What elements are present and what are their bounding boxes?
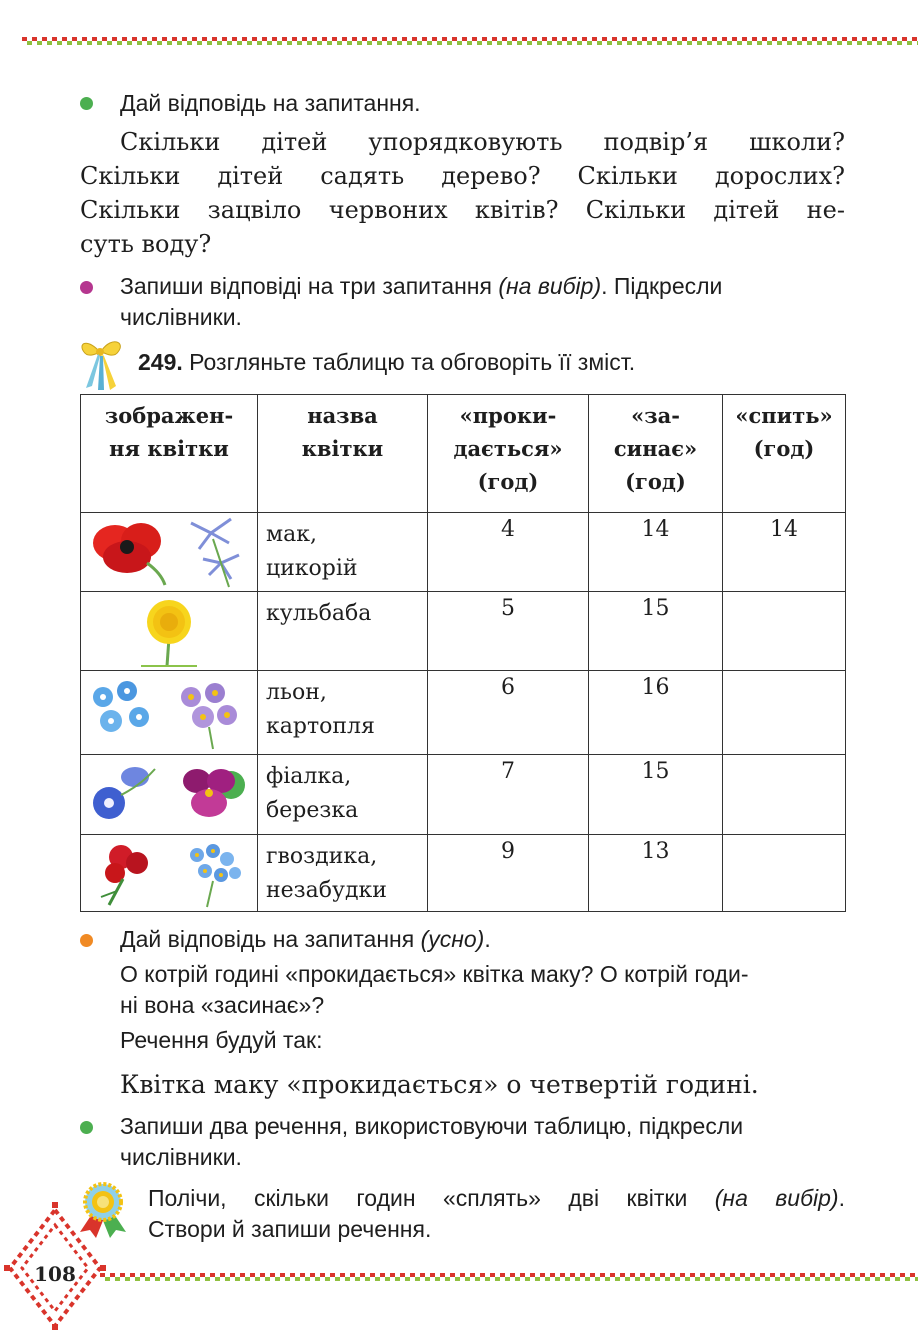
bottom-ornament-border	[100, 1273, 918, 1281]
sentence-hint: Речення будуй так:	[120, 1027, 323, 1053]
task-answer-orally	[120, 924, 491, 955]
wake-hour-cell: 6	[428, 671, 589, 755]
green-bullet	[80, 97, 93, 110]
header-wakes: «проки- дається» (год)	[428, 395, 589, 513]
task-write-answers-italic: (на вибір)	[498, 273, 602, 299]
orange-bullet	[80, 934, 93, 947]
asleep-hours-cell	[723, 592, 846, 671]
question-line-1: Скільки дітей упорядковують подвір’я школи?	[120, 128, 845, 156]
wake-hour-cell: 9	[428, 835, 589, 912]
table-row	[81, 592, 846, 671]
ribbon-icon	[76, 336, 130, 392]
dandelion-flower-icon	[141, 600, 197, 666]
chicory-flower-icon	[191, 519, 239, 587]
wake-hour-cell: 7	[428, 755, 589, 835]
question-line-4: суть воду?	[80, 230, 212, 258]
flower-image-cell	[81, 671, 258, 755]
task-answer-orally-text: Дай відповідь на запитання	[120, 926, 421, 952]
task-write-sentences: Запиши два речення, використовуючи таблицю, підкресли	[120, 1113, 744, 1139]
page-number: 108	[34, 1262, 76, 1286]
question-line-2: Скільки дітей садять дерево? Скільки дорослих?	[80, 162, 845, 190]
flower-image-cell	[81, 755, 258, 835]
example-sentence: Квітка маку «прокидається» о четвертій годині.	[120, 1070, 759, 1099]
exercise-heading	[138, 347, 635, 378]
task-write-answers-line2: числівники.	[120, 304, 242, 330]
sleep-hour-cell: 16	[589, 671, 723, 755]
carnation-flower-icon	[101, 845, 148, 905]
forget-me-not-flower-icon	[190, 844, 241, 907]
task-write-answers-text: Запиши відповіді на три запитання	[120, 273, 499, 299]
bindweed-flower-icon	[93, 767, 155, 819]
flower-image-cell	[81, 592, 258, 671]
oral-question-line-2: ні вона «засинає»?	[120, 992, 325, 1018]
task-create-sentence: Створи й запиши речення.	[148, 1216, 432, 1242]
sleep-hour-cell: 15	[589, 592, 723, 671]
asleep-hours-cell	[723, 671, 846, 755]
table-row	[81, 513, 846, 592]
table-header-row	[81, 395, 846, 513]
flax-flower-icon	[93, 681, 149, 732]
flower-name-cell: льон, картопля	[258, 671, 428, 755]
flower-name-cell: гвоздика, незабудки	[258, 835, 428, 912]
magenta-bullet	[80, 281, 93, 294]
task-write-answers-end: . Підкресли	[601, 273, 723, 299]
potato-flower-icon	[181, 683, 237, 749]
sleep-hour-cell: 14	[589, 513, 723, 592]
wake-hour-cell: 4	[428, 513, 589, 592]
task-write-answers	[120, 271, 845, 302]
asleep-hours-cell: 14	[723, 513, 846, 592]
header-sleeps: «спить» (год)	[723, 395, 846, 513]
flower-name-cell: фіалка, березка	[258, 755, 428, 835]
medal-icon	[74, 1180, 132, 1238]
table-row	[81, 671, 846, 755]
flower-name-cell: кульбаба	[258, 592, 428, 671]
task-count-hours	[148, 1183, 845, 1214]
table-row	[81, 835, 846, 912]
flower-image-cell	[81, 513, 258, 592]
exercise-number: 249.	[138, 349, 183, 375]
header-image: зображен- ня квітки	[81, 395, 258, 513]
header-falls-asleep: «за- синає» (год)	[589, 395, 723, 513]
table-row	[81, 755, 846, 835]
violet-flower-icon	[183, 769, 245, 817]
wake-hour-cell: 5	[428, 592, 589, 671]
task-count-hours-italic: (на вибір)	[714, 1185, 839, 1211]
task-count-hours-end: .	[838, 1185, 845, 1211]
sleep-hour-cell: 15	[589, 755, 723, 835]
task-answer-orally-italic: (усно)	[420, 926, 485, 952]
flowers-table	[80, 394, 846, 912]
top-ornament-border	[22, 37, 918, 45]
sleep-hour-cell: 13	[589, 835, 723, 912]
question-line-3: Скільки зацвіло червоних квітів? Скільки дітей не-	[80, 196, 845, 224]
header-name: назва квітки	[258, 395, 428, 513]
flower-name-cell: мак, цикорій	[258, 513, 428, 592]
exercise-title: Розгляньте таблицю та обговоріть її зміст.	[189, 349, 636, 375]
task-answer-questions: Дай відповідь на запитання.	[120, 90, 421, 116]
asleep-hours-cell	[723, 835, 846, 912]
green-bullet	[80, 1121, 93, 1134]
asleep-hours-cell	[723, 755, 846, 835]
oral-question-line-1: О котрій годині «прокидається» квітка маку? О котрій годи-	[120, 961, 749, 987]
task-answer-orally-end: .	[484, 926, 491, 952]
task-count-hours-text: Полічи, скільки годин «сплять» дві квітки	[148, 1185, 715, 1211]
poppy-flower-icon	[93, 523, 165, 585]
flower-image-cell	[81, 835, 258, 912]
task-write-sentences-line2: числівники.	[120, 1144, 242, 1170]
